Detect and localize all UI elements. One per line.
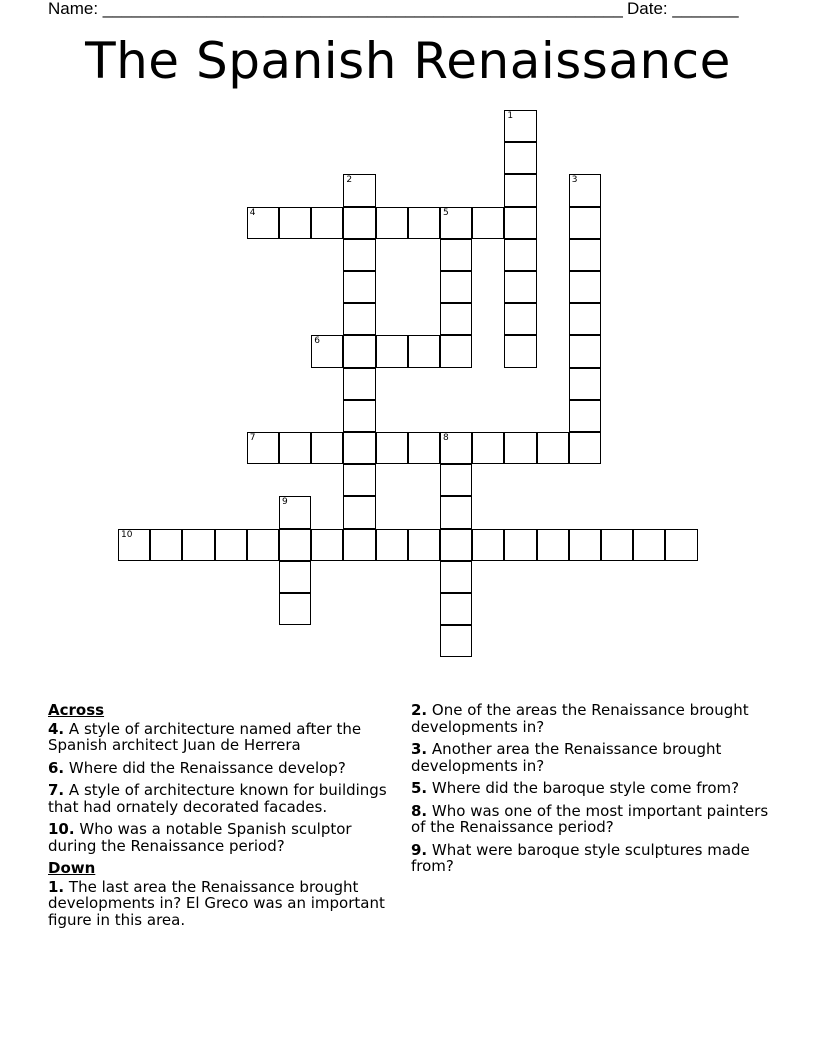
grid-cell[interactable] — [376, 335, 408, 367]
grid-cell[interactable] — [408, 335, 440, 367]
grid-cell[interactable] — [472, 207, 504, 239]
clue-number: 6. — [48, 758, 65, 777]
cell-number: 6 — [314, 336, 320, 347]
clue-down-1 — [48, 879, 398, 929]
grid-cell[interactable] — [537, 432, 569, 464]
grid-cell[interactable] — [376, 529, 408, 561]
grid-cell[interactable] — [343, 335, 375, 367]
grid-cell[interactable] — [440, 561, 472, 593]
cell-number: 5 — [443, 207, 449, 218]
clue-across-4 — [48, 721, 398, 754]
grid-cell[interactable] — [440, 239, 472, 271]
clue-down-9 — [411, 842, 771, 875]
grid-cell[interactable] — [504, 303, 536, 335]
cell-number: 8 — [443, 433, 449, 443]
cell-number: 9 — [282, 497, 288, 508]
grid-cell[interactable] — [408, 432, 440, 464]
clue-number: 9. — [411, 840, 428, 859]
clue-number: 8. — [411, 801, 428, 820]
clue-text: Another area the Renaissance brought developments in? — [411, 740, 722, 775]
cell-number: 3 — [571, 175, 578, 186]
clue-number: 10. — [48, 820, 75, 838]
grid-cell[interactable] — [504, 110, 536, 142]
grid-cell[interactable] — [440, 271, 472, 303]
grid-cell[interactable] — [440, 529, 472, 561]
grid-cell[interactable] — [440, 207, 472, 239]
grid-cell[interactable] — [343, 174, 375, 206]
grid-cell[interactable] — [633, 529, 665, 561]
clue-down-5 — [411, 780, 771, 797]
grid-cell[interactable] — [376, 207, 408, 239]
grid-cell[interactable] — [182, 529, 214, 561]
grid-cell[interactable] — [408, 529, 440, 561]
cell-number: 2 — [346, 175, 353, 186]
grid-cell[interactable] — [440, 335, 472, 367]
grid-cell[interactable] — [247, 207, 279, 239]
clue-number: 2. — [411, 701, 428, 719]
clue-text: What were baroque style sculptures made from? — [411, 840, 750, 875]
cell-number: 1 — [507, 111, 514, 121]
grid-cell[interactable] — [569, 368, 601, 400]
grid-cell[interactable] — [504, 271, 536, 303]
clue-down-8 — [411, 803, 771, 836]
name-line: Name: _______________________________________________________ — [48, 0, 623, 18]
grid-cell[interactable] — [504, 207, 536, 239]
clue-across-7 — [48, 782, 398, 815]
grid-cell[interactable] — [150, 529, 182, 561]
grid-cell[interactable] — [408, 207, 440, 239]
grid-cell[interactable] — [569, 207, 601, 239]
grid-cell[interactable] — [343, 303, 375, 335]
clue-down-3 — [411, 741, 771, 774]
grid-cell[interactable] — [569, 271, 601, 303]
clue-text: A style of architecture named after the Spanish architect Juan de Herrera — [48, 719, 362, 754]
grid-cell[interactable] — [343, 239, 375, 271]
grid-cell[interactable] — [537, 529, 569, 561]
grid-cell[interactable] — [279, 207, 311, 239]
clue-text: One of the areas the Renaissance brought developments in? — [411, 701, 749, 736]
grid-cell[interactable] — [279, 529, 311, 561]
page-title: The Spanish Renaissance — [85, 32, 731, 90]
grid-cell[interactable] — [569, 303, 601, 335]
grid-cell[interactable] — [279, 593, 311, 625]
grid-cell[interactable] — [569, 529, 601, 561]
grid-cell[interactable] — [472, 432, 504, 464]
clue-number: 4. — [48, 719, 65, 738]
clue-number: 5. — [411, 779, 428, 797]
down-heading: Down — [48, 859, 96, 877]
grid-cell[interactable] — [376, 432, 408, 464]
grid-cell[interactable] — [472, 529, 504, 561]
clue-text: Where did the baroque style come from? — [431, 779, 740, 797]
grid-cell[interactable] — [247, 432, 279, 464]
grid-cell[interactable] — [343, 432, 375, 464]
grid-cell[interactable] — [504, 432, 536, 464]
cell-number: 10 — [121, 529, 133, 540]
grid-cell[interactable] — [215, 529, 247, 561]
clues-left-column — [48, 702, 398, 934]
grid-cell[interactable] — [569, 239, 601, 271]
grid-cell[interactable] — [343, 529, 375, 561]
clue-text: Who was one of the most important painters of the Renaissance period? — [411, 801, 769, 836]
grid-cell[interactable] — [279, 561, 311, 593]
clue-text: A style of architecture known for buildings that had ornately decorated facades. — [48, 781, 387, 816]
grid-cell[interactable] — [311, 335, 343, 367]
grid-cell[interactable] — [118, 529, 150, 561]
grid-cell[interactable] — [504, 142, 536, 174]
grid-cell[interactable] — [569, 432, 601, 464]
grid-cell[interactable] — [343, 400, 375, 432]
grid-cell[interactable] — [569, 400, 601, 432]
grid-cell[interactable] — [343, 207, 375, 239]
grid-cell[interactable] — [665, 529, 697, 561]
grid-cell[interactable] — [601, 529, 633, 561]
clue-across-10 — [48, 821, 398, 854]
cell-number: 7 — [249, 433, 256, 443]
cell-number: 4 — [249, 207, 256, 218]
grid-cell[interactable] — [343, 496, 375, 528]
grid-cell[interactable] — [440, 432, 472, 464]
grid-cell[interactable] — [247, 529, 279, 561]
grid-cell[interactable] — [504, 174, 536, 206]
across-heading: Across — [48, 701, 105, 719]
clue-number: 3. — [411, 740, 428, 758]
grid-cell[interactable] — [440, 464, 472, 496]
grid-cell[interactable] — [504, 335, 536, 367]
grid-cell[interactable] — [279, 432, 311, 464]
grid-cell[interactable] — [279, 496, 311, 528]
grid-cell[interactable] — [343, 271, 375, 303]
grid-cell[interactable] — [569, 174, 601, 206]
clue-text: The last area the Renaissance brought developments in? El Greco was an important figure in this area. — [48, 877, 385, 929]
clue-number: 1. — [48, 877, 65, 896]
grid-cell[interactable] — [311, 432, 343, 464]
clue-text: Who was a notable Spanish sculptor during the Renaissance period? — [48, 820, 352, 855]
clue-across-6 — [48, 760, 398, 777]
grid-cell[interactable] — [569, 335, 601, 367]
grid-cell[interactable] — [504, 529, 536, 561]
grid-cell[interactable] — [440, 303, 472, 335]
grid-cell[interactable] — [311, 529, 343, 561]
grid-cell[interactable] — [504, 239, 536, 271]
clue-down-2 — [411, 702, 771, 735]
grid-cell[interactable] — [440, 496, 472, 528]
clue-text: Where did the Renaissance develop? — [68, 758, 346, 777]
date-line: Date: _______ — [627, 0, 739, 18]
clues-right-column — [411, 702, 771, 881]
grid-cell[interactable] — [440, 625, 472, 657]
grid-cell[interactable] — [311, 207, 343, 239]
grid-cell[interactable] — [440, 593, 472, 625]
grid-cell[interactable] — [343, 464, 375, 496]
clue-number: 7. — [48, 781, 65, 799]
grid-cell[interactable] — [343, 368, 375, 400]
